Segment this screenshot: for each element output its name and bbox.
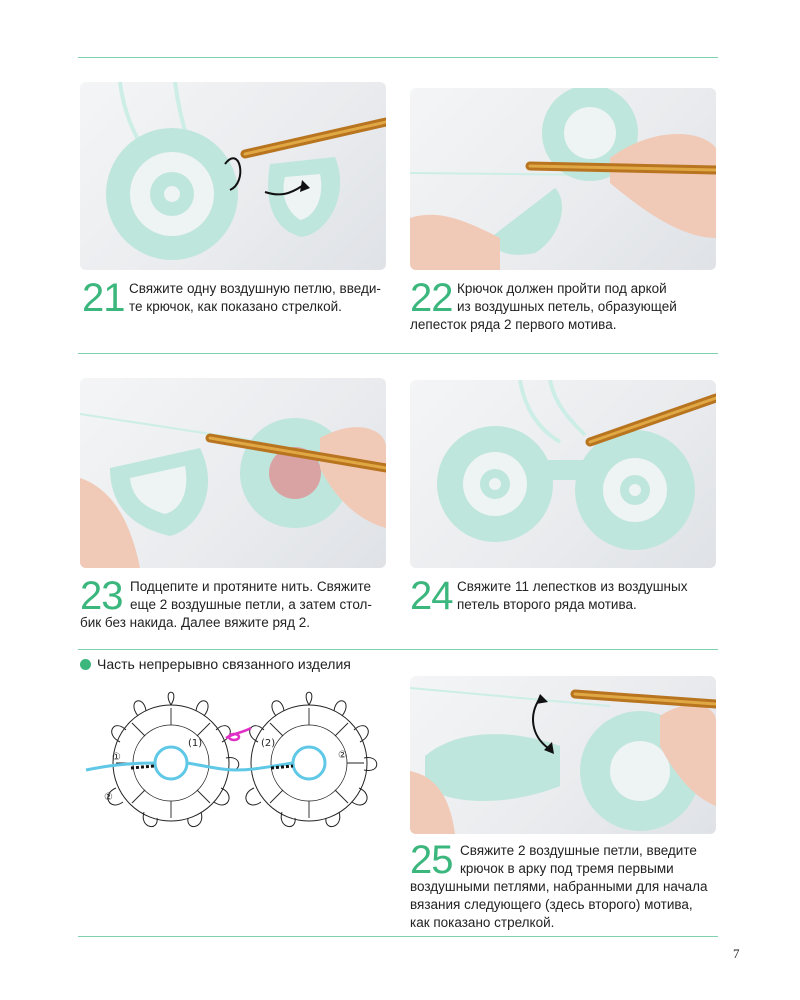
divider: [78, 649, 718, 650]
section-title: [80, 656, 351, 672]
step-25: [410, 838, 730, 932]
photo-step-23: [80, 378, 386, 568]
step-text-line: лепесток ряда 2 первого мотива.: [410, 317, 617, 332]
step-text-line: Свяжите 11 лепестков из воздушных: [457, 579, 688, 594]
step-text-line: вязания следующего (здесь второго) мотива,: [410, 897, 693, 912]
step-text-line: Свяжите 2 воздушные петли, введите: [460, 843, 697, 858]
step-text-line: из воздушных петель, образующей: [457, 299, 677, 314]
step-text-line: бик без накида. Далее вяжите ряд 2.: [80, 615, 311, 630]
step-number: 21: [82, 276, 125, 320]
step-text-line: петель второго ряда мотива.: [457, 597, 637, 612]
step-text: [80, 574, 392, 632]
step-text-line: крючок в арку под тремя первыми: [460, 861, 674, 876]
crochet-chart-diagram: [76, 678, 388, 848]
photo-step-22-illustration: [410, 88, 716, 270]
step-text-line: воздушными петлями, набранными для начала: [410, 879, 708, 894]
step-text-line: Подцепите и протяните нить. Свяжите: [130, 579, 372, 594]
step-number: 23: [80, 574, 123, 618]
photo-step-25-illustration: [410, 676, 716, 834]
page-number: 7: [733, 946, 740, 961]
photo-step-21: [80, 82, 386, 270]
step-text: [410, 838, 730, 932]
step-text-line: Крючок должен пройти под аркой: [457, 281, 667, 296]
step-23: [80, 574, 392, 632]
section-title-text: Часть непрерывно связанного изделия: [97, 656, 351, 672]
photo-step-24-illustration: [410, 380, 716, 568]
step-number: 24: [410, 574, 453, 618]
bullet-dot-icon: [80, 659, 91, 670]
step-text: [82, 276, 392, 320]
photo-step-25: [410, 676, 716, 834]
divider: [78, 353, 718, 354]
divider: [78, 936, 718, 937]
diagram-label: (2): [261, 738, 276, 749]
step-text: [410, 276, 720, 334]
diagram-label: (1): [188, 738, 203, 749]
step-24: [410, 574, 720, 618]
photo-step-23-illustration: [80, 378, 386, 568]
step-text-line: Свяжите одну воздушную петлю, введи-: [129, 281, 381, 296]
diagram-label: ①: [112, 752, 121, 763]
step-number: 22: [410, 276, 453, 320]
step-21: [82, 276, 392, 320]
step-text-line: как показано стрелкой.: [410, 915, 555, 930]
step-text: [410, 574, 720, 618]
photo-step-24: [410, 380, 716, 568]
crochet-chart-svg: [76, 678, 388, 848]
step-text-line: еще 2 воздушные петли, а затем стол-: [130, 597, 372, 612]
step-22: [410, 276, 720, 334]
diagram-label: ②: [104, 792, 113, 803]
photo-step-22: [410, 88, 716, 270]
photo-step-21-illustration: [80, 82, 386, 270]
diagram-label: ②: [338, 750, 347, 761]
step-number: 25: [410, 838, 453, 882]
step-text-line: те крючок, как показано стрелкой.: [129, 299, 342, 314]
divider: [78, 57, 718, 58]
